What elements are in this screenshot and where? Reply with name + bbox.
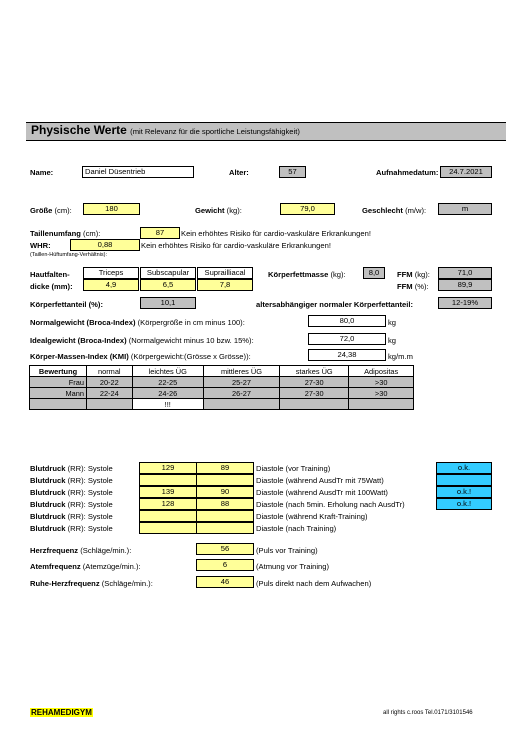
heart-rate-label <box>30 546 131 555</box>
diastole-desc: Diastole (nach Training) <box>256 524 337 533</box>
table-cell: 24-26 <box>132 388 203 399</box>
table-header: mittleres ÜG <box>203 366 279 377</box>
waist-field[interactable]: 87 <box>140 227 180 239</box>
bp-label-bold: Blutdruck <box>30 512 66 521</box>
fat-mass-unit: (kg): <box>330 270 346 279</box>
fat-mass-label-bold: Körperfettmasse <box>268 270 329 279</box>
fat-share-field[interactable]: 10,1 <box>140 297 196 309</box>
table-cell: 20-22 <box>87 377 133 388</box>
ffm-pct-label <box>397 282 429 291</box>
heart-rate-field[interactable]: 56 <box>196 543 254 555</box>
bp-row <box>26 462 506 474</box>
table-header: starkes ÜG <box>280 366 349 377</box>
table-cell <box>280 399 349 410</box>
fat-mass-field[interactable]: 8,0 <box>363 267 385 279</box>
bp-label-bold: Blutdruck <box>30 464 66 473</box>
fat-mass-label <box>268 270 346 279</box>
bp-status <box>436 474 492 486</box>
sex-unit: (m/w): <box>405 206 427 215</box>
table-cell <box>203 399 279 410</box>
bp-label-bold: Blutdruck <box>30 500 66 509</box>
ideal-weight-label-rest: (Normalgewicht minus 10 bzw. 15%): <box>128 336 254 345</box>
table-cell: 27-30 <box>280 377 349 388</box>
suprailiacal-field[interactable]: 7,8 <box>197 279 253 291</box>
skinfold-label-2: dicke (mm): <box>30 282 73 291</box>
table-header: Bewertung <box>30 366 87 377</box>
ffm-kg-label <box>397 270 430 279</box>
table-header: leichtes ÜG <box>132 366 203 377</box>
bp-label-rest: (RR): Systole <box>67 476 113 485</box>
normal-fat-field[interactable]: 12-19% <box>438 297 492 309</box>
resting-hr-note: (Puls direkt nach dem Aufwachen) <box>256 579 372 588</box>
bmi-label-bold: Körper-Massen-Index (KMI) <box>30 352 129 361</box>
diastole-desc: Diastole (während Kraft-Training) <box>256 512 368 521</box>
skinfold-label-1: Hautfalten- <box>30 270 70 279</box>
bp-row <box>26 474 506 486</box>
bp-status: o.k.! <box>436 486 492 498</box>
waist-label <box>30 229 100 238</box>
table-cell: >30 <box>349 388 414 399</box>
waist-risk-note: Kein erhöhtes Risiko für cardio-vaskuläre Erkrankungen! <box>181 229 371 238</box>
height-field[interactable]: 180 <box>83 203 140 215</box>
bp-label <box>30 500 113 509</box>
bp-label-bold: Blutdruck <box>30 524 66 533</box>
subscapular-field[interactable]: 6,5 <box>140 279 196 291</box>
resting-hr-label-rest: (Schläge/min.): <box>101 579 153 588</box>
diastole-field[interactable] <box>196 522 254 534</box>
ffm-pct-unit: (%): <box>414 282 429 291</box>
bp-label-bold: Blutdruck <box>30 488 66 497</box>
respiration-label-bold: Atemfrequenz <box>30 562 81 571</box>
systole-field[interactable]: 129 <box>139 462 197 474</box>
normal-fat-label: altersabhängiger normaler Körperfettanteil: <box>256 300 413 309</box>
bp-row <box>26 522 506 534</box>
normal-weight-label <box>30 318 245 327</box>
title-sub: (mit Relevanz für die sportliche Leistungsfähigkeit) <box>130 127 300 136</box>
systole-field[interactable]: 139 <box>139 486 197 498</box>
ffm-kg-unit: (kg): <box>414 270 430 279</box>
bp-label-rest: (RR): Systole <box>67 488 113 497</box>
diastole-field[interactable]: 88 <box>196 498 254 510</box>
resting-hr-label-bold: Ruhe-Herzfrequenz <box>30 579 100 588</box>
respiration-note: (Atmung vor Training) <box>256 562 330 571</box>
heart-rate-note: (Puls vor Training) <box>256 546 318 555</box>
table-cell: 22-25 <box>132 377 203 388</box>
name-label: Name: <box>30 168 54 177</box>
diastole-desc: Diastole (nach 5min. Erholung nach AusdTr) <box>256 500 405 509</box>
height-label-bold: Größe <box>30 206 53 215</box>
ffm-kg-field[interactable]: 71,0 <box>438 267 492 279</box>
diastole-field[interactable]: 89 <box>196 462 254 474</box>
sex-field[interactable]: m <box>438 203 492 215</box>
bp-status: o.k.! <box>436 498 492 510</box>
subscapular-header: Subscapular <box>140 267 196 279</box>
waist-label-bold: Taillenumfang <box>30 229 81 238</box>
bp-label <box>30 464 113 473</box>
brand-logo-b: YM <box>79 708 92 717</box>
height-unit: (cm): <box>54 206 72 215</box>
ideal-weight-label <box>30 336 254 345</box>
bp-status: o.k. <box>436 462 492 474</box>
title-main: Physische Werte <box>31 123 127 137</box>
triceps-field[interactable]: 4,9 <box>83 279 139 291</box>
table-row <box>30 377 414 388</box>
bp-label-rest: (RR): Systole <box>67 500 113 509</box>
table-cell: 26-27 <box>203 388 279 399</box>
bp-label-rest: (RR): Systole <box>67 524 113 533</box>
bmi-label-rest: (Körpergewicht:(Grösse x Grösse)): <box>130 352 251 361</box>
ideal-weight-label-bold: Idealgewicht (Broca-Index) <box>30 336 127 345</box>
fat-share-label: Körperfettanteil (%): <box>30 300 103 309</box>
date-label: Aufnahmedatum: <box>376 168 439 177</box>
normal-weight-field[interactable]: 80,0 <box>308 315 386 327</box>
ffm-kg-label-bold: FFM <box>397 270 413 279</box>
sex-label-bold: Geschlecht <box>362 206 403 215</box>
table-cell: 27-30 <box>280 388 349 399</box>
diastole-desc: Diastole (während AusdTr mit 100Watt) <box>256 488 388 497</box>
table-cell: Frau <box>30 377 87 388</box>
table-cell: >30 <box>349 377 414 388</box>
table-header: normal <box>87 366 133 377</box>
table-row <box>30 388 414 399</box>
bp-label-bold: Blutdruck <box>30 476 66 485</box>
respiration-label-rest: (Atemzüge/min.): <box>82 562 141 571</box>
systole-field[interactable] <box>139 510 197 522</box>
page-title <box>31 123 300 137</box>
normal-weight-unit: kg <box>388 318 397 327</box>
bp-label <box>30 476 113 485</box>
whr-sublabel: (Taillen-Hüftumfang-Verhältnis): <box>30 252 108 258</box>
table-cell: Mann <box>30 388 87 399</box>
weight-field[interactable]: 79,0 <box>280 203 335 215</box>
weight-label <box>195 206 242 215</box>
whr-risk-note: Kein erhöhtes Risiko für cardio-vaskuläre Erkrankungen! <box>141 241 331 250</box>
whr-field[interactable]: 0,88 <box>70 239 140 251</box>
bp-row <box>26 486 506 498</box>
whr-label: WHR: <box>30 241 51 250</box>
bp-label-rest: (RR): Systole <box>67 512 113 521</box>
resting-hr-label <box>30 579 153 588</box>
name-field[interactable]: Daniel Düsentrieb <box>82 166 194 178</box>
table-header: Adipositas <box>349 366 414 377</box>
bmi-label <box>30 352 251 361</box>
systole-field[interactable] <box>139 522 197 534</box>
bp-label <box>30 524 113 533</box>
respiration-label <box>30 562 141 571</box>
ffm-pct-field[interactable]: 89,9 <box>438 279 492 291</box>
copyright: all rights c.roos Tel.0171/3101546 <box>383 710 473 716</box>
sex-label <box>362 206 426 215</box>
heart-rate-label-bold: Herzfrequenz <box>30 546 79 555</box>
height-label <box>30 206 72 215</box>
bp-row <box>26 510 506 522</box>
weight-label-bold: Gewicht <box>195 206 225 215</box>
diastole-field[interactable] <box>196 474 254 486</box>
respiration-field[interactable]: 6 <box>196 559 254 571</box>
heart-rate-label-rest: (Schläge/min.): <box>80 546 132 555</box>
bp-label <box>30 488 113 497</box>
bmi-field[interactable]: 24,38 <box>308 349 386 361</box>
hatched-cell <box>30 399 87 410</box>
diastole-field[interactable] <box>196 510 254 522</box>
ideal-weight-unit: kg <box>388 336 397 345</box>
diastole-desc: Diastole (während AusdTr mit 75Watt) <box>256 476 384 485</box>
diastole-field[interactable]: 90 <box>196 486 254 498</box>
normal-weight-label-bold: Normalgewicht (Broca-Index) <box>30 318 136 327</box>
brand-logo-a: REHAMEDIG <box>31 708 80 717</box>
brand-logo <box>30 708 93 717</box>
suprailiacal-header: Suprailliacal <box>197 267 253 279</box>
bp-label-rest: (RR): Systole <box>67 464 113 473</box>
waist-unit: (cm): <box>83 229 101 238</box>
resting-hr-field[interactable]: 46 <box>196 576 254 588</box>
weight-unit: (kg): <box>226 206 242 215</box>
bmi-evaluation-table <box>29 365 414 410</box>
triceps-header: Triceps <box>83 267 139 279</box>
table-cell <box>349 399 414 410</box>
normal-weight-label-rest: (Körpergröße in cm minus 100): <box>137 318 245 327</box>
ideal-weight-field[interactable]: 72,0 <box>308 333 386 345</box>
table-cell: 22-24 <box>87 388 133 399</box>
date-field[interactable]: 24.7.2021 <box>440 166 492 178</box>
bmi-unit: kg/m.m <box>388 352 413 361</box>
bp-label <box>30 512 113 521</box>
systole-field[interactable]: 128 <box>139 498 197 510</box>
table-cell: 25-27 <box>203 377 279 388</box>
bp-row <box>26 498 506 510</box>
ffm-pct-label-bold: FFM <box>397 282 413 291</box>
systole-field[interactable] <box>139 474 197 486</box>
diastole-desc: Diastole (vor Training) <box>256 464 331 473</box>
table-cell <box>87 399 133 410</box>
age-label: Alter: <box>229 168 249 177</box>
age-field[interactable]: 57 <box>279 166 306 178</box>
table-row <box>30 399 414 410</box>
bmi-marker: !!! <box>132 399 203 410</box>
